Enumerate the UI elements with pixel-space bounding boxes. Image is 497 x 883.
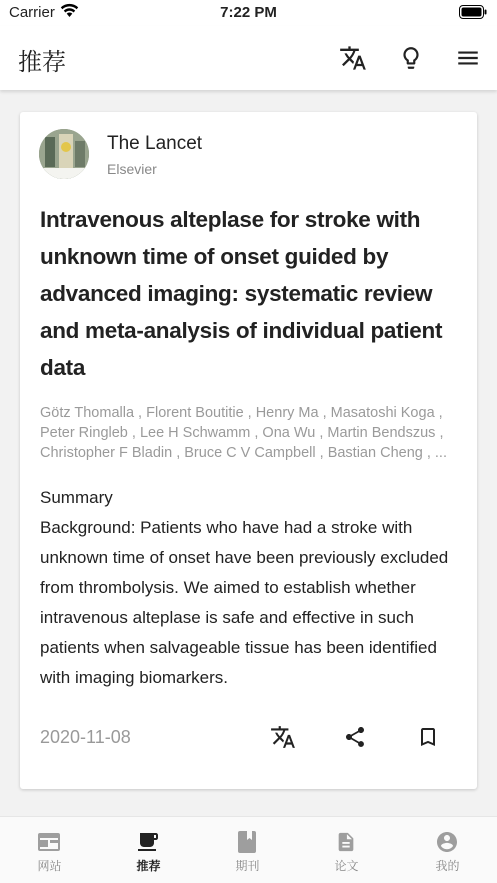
tips-button[interactable] — [396, 43, 426, 73]
publisher-name: Elsevier — [107, 161, 157, 177]
translate-button[interactable] — [338, 43, 368, 73]
lightbulb-icon — [398, 45, 424, 71]
tab-profile[interactable] — [398, 817, 497, 883]
clock-time: 7:22 PM — [220, 4, 277, 21]
menu-button[interactable] — [453, 43, 483, 73]
tab-label: 期刊 — [235, 859, 260, 873]
paper-document-icon — [333, 829, 359, 855]
bottom-tab-bar — [0, 816, 497, 883]
profile-icon — [434, 829, 460, 855]
share-icon — [343, 725, 367, 749]
summary-text: Background: Patients who have had a stroke with unknown time of onset have been previously excluded from thrombolysis. We aimed to establish whether intravenous alteplase is safe and effective in such patients when salvageable tissue has been identified with imaging biomarkers. — [40, 518, 449, 687]
battery-icon — [459, 5, 487, 23]
hamburger-menu-icon — [455, 45, 481, 71]
journal-avatar[interactable] — [39, 129, 89, 179]
tab-label: 论文 — [334, 859, 359, 873]
journal-cover-image — [39, 129, 89, 179]
bookmark-button[interactable] — [413, 722, 443, 752]
article-card[interactable] — [20, 112, 477, 789]
page-title: 推荐 — [18, 48, 66, 76]
tab-paper[interactable] — [297, 817, 396, 883]
share-button[interactable] — [340, 722, 370, 752]
tab-label: 我的 — [435, 859, 460, 873]
summary-heading: Summary — [40, 488, 113, 507]
tab-label: 网站 — [37, 859, 62, 873]
status-bar — [0, 0, 497, 26]
tab-recommend[interactable] — [99, 817, 198, 883]
carrier-label: Carrier — [9, 4, 55, 21]
website-icon — [36, 829, 62, 855]
app-bar — [0, 26, 497, 90]
tab-website[interactable] — [0, 817, 99, 883]
journal-name[interactable]: The Lancet — [107, 133, 203, 154]
tab-label: 推荐 — [136, 859, 161, 873]
article-title[interactable]: Intravenous alteplase for stroke with unknown time of onset guided by advanced imaging: systematic review and meta-analysis of individual patient data — [40, 207, 443, 380]
bookmark-icon — [416, 725, 440, 749]
translate-icon — [339, 44, 367, 72]
publish-date: 2020-11-08 — [40, 727, 131, 747]
translate-icon — [270, 724, 296, 750]
coffee-icon — [135, 829, 161, 855]
tab-journal[interactable] — [198, 817, 297, 883]
journal-book-icon — [234, 829, 260, 855]
author-list: Götz Thomalla , Florent Boutitie , Henry Ma , Masatoshi Koga , Peter Ringleb , Lee H Schwamm , Ona Wu , Martin Bendszus , Christopher F Bladin , Bruce C V Campbell , Bastian Cheng , ... — [40, 405, 447, 461]
translate-article-button[interactable] — [268, 722, 298, 752]
